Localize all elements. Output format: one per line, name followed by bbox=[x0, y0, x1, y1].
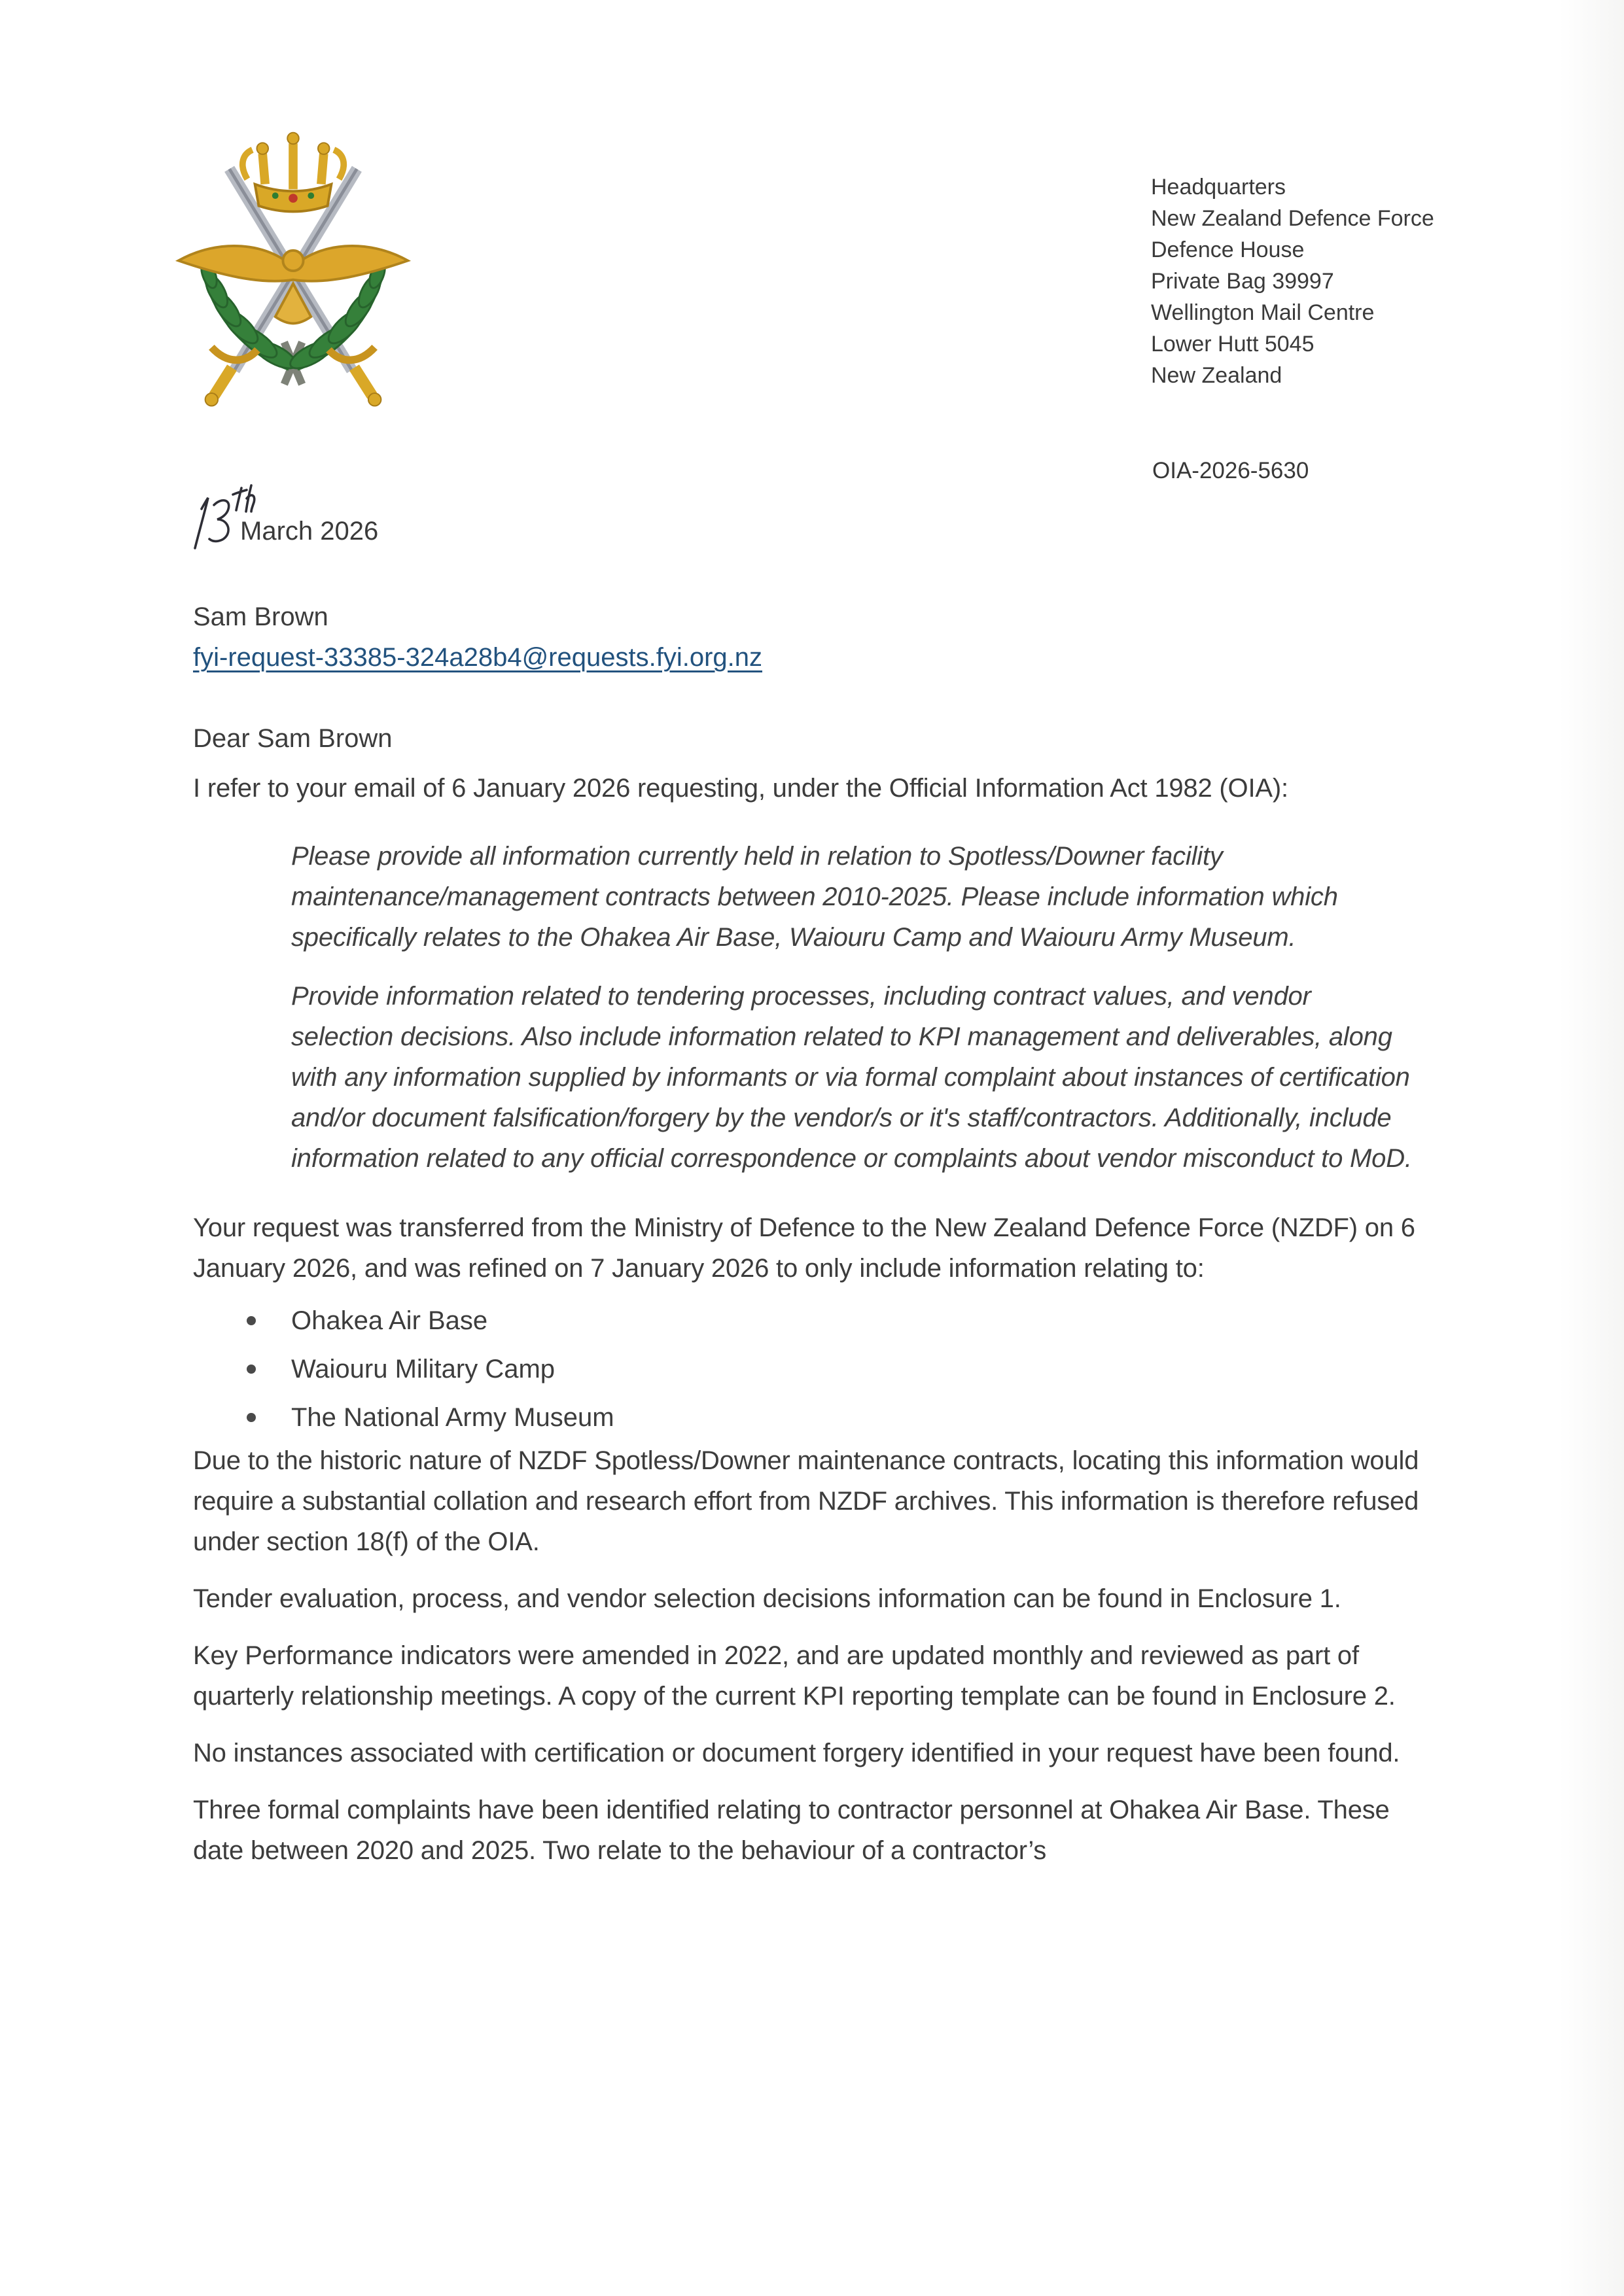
request-quote-paragraph: Provide information related to tendering processes, including contract values, and vendor selection decisions. Also include information related to KPI management and deliverables, along with any information supplied by informants or via formal complaint about instances of certification and/or document falsification/forgery by the vendor/s or it's staff/contractors. Additionally, include information related to any official correspondence or complaints about vendor misconduct to MoD. bbox=[291, 982, 1412, 1173]
recipient-block bbox=[193, 597, 1436, 678]
intro-paragraph: I refer to your email of 6 January 2026 requesting, under the Official Information Act 1982 (OIA): bbox=[193, 774, 1288, 803]
salutation: Dear Sam Brown bbox=[193, 724, 393, 753]
list-item-label: Waiouru Military Camp bbox=[291, 1355, 556, 1383]
recipient-email bbox=[193, 637, 1436, 678]
list-item bbox=[193, 1300, 1436, 1341]
bullet-icon bbox=[247, 1365, 256, 1374]
body-paragraph: Tender evaluation, process, and vendor selection decisions information can be found in Enclosure 1. bbox=[193, 1584, 1341, 1613]
address-line: Headquarters bbox=[1151, 175, 1286, 200]
address-line: New Zealand bbox=[1151, 363, 1282, 388]
address-line: Defence House bbox=[1151, 237, 1305, 262]
reference-number: OIA-2026-5630 bbox=[1152, 458, 1309, 483]
body-paragraph: Key Performance indicators were amended in 2022, and are updated monthly and reviewed as part of quarterly relationship meetings. A copy of the current KPI reporting template can be found in Enclosure 2. bbox=[193, 1641, 1396, 1711]
recipient-email-link[interactable]: fyi-request-33385-324a28b4@requests.fyi.org.nz bbox=[193, 643, 762, 672]
body-paragraph: No instances associated with certification or document forgery identified in your request have been found. bbox=[193, 1739, 1400, 1767]
transfer-paragraph: Your request was transferred from the Ministry of Defence to the New Zealand Defence Force (NZDF) on 6 January 2026, and was refined on 7 January 2026 to only include information relating to: bbox=[193, 1213, 1415, 1283]
date-line bbox=[193, 484, 1436, 560]
list-item bbox=[193, 1397, 1436, 1438]
body-paragraph: Due to the historic nature of NZDF Spotless/Downer maintenance contracts, locating this information would require a substantial collation and research effort from NZDF archives. This information is therefore refused under section 18(f) of the OIA. bbox=[193, 1446, 1419, 1556]
address-line: Private Bag 39997 bbox=[1151, 269, 1334, 294]
recipient-name: Sam Brown bbox=[193, 602, 328, 631]
bullet-icon bbox=[247, 1413, 256, 1422]
address-line: Lower Hutt 5045 bbox=[1151, 332, 1315, 357]
list-item-label: The National Army Museum bbox=[291, 1403, 614, 1432]
refined-scope-list bbox=[193, 1300, 1436, 1438]
bullet-icon bbox=[247, 1316, 256, 1325]
crown-icon bbox=[243, 133, 344, 212]
address-line: Wellington Mail Centre bbox=[1151, 300, 1375, 325]
nzdf-crest-icon bbox=[166, 126, 421, 419]
sender-address-block bbox=[1151, 171, 1436, 391]
typed-date: March 2026 bbox=[240, 517, 379, 546]
body-paragraph: Three formal complaints have been identified relating to contractor personnel at Ohakea Air Base. These date between 2020 and 2025. Two relate to the behaviour of a contractor’s bbox=[193, 1796, 1390, 1865]
list-item bbox=[193, 1349, 1436, 1389]
list-item-label: Ohakea Air Base bbox=[291, 1306, 488, 1335]
address-line: New Zealand Defence Force bbox=[1151, 206, 1434, 231]
request-quote-paragraph: Please provide all information currently held in relation to Spotless/Downer facility maintenance/management contracts between 2010-2025. Please include information which specifically relates to the Ohakea Air Base, Waiouru Camp and Waiouru Army Museum. bbox=[291, 842, 1338, 952]
letterhead bbox=[193, 131, 1436, 406]
nzdf-crest-logo bbox=[166, 126, 421, 422]
